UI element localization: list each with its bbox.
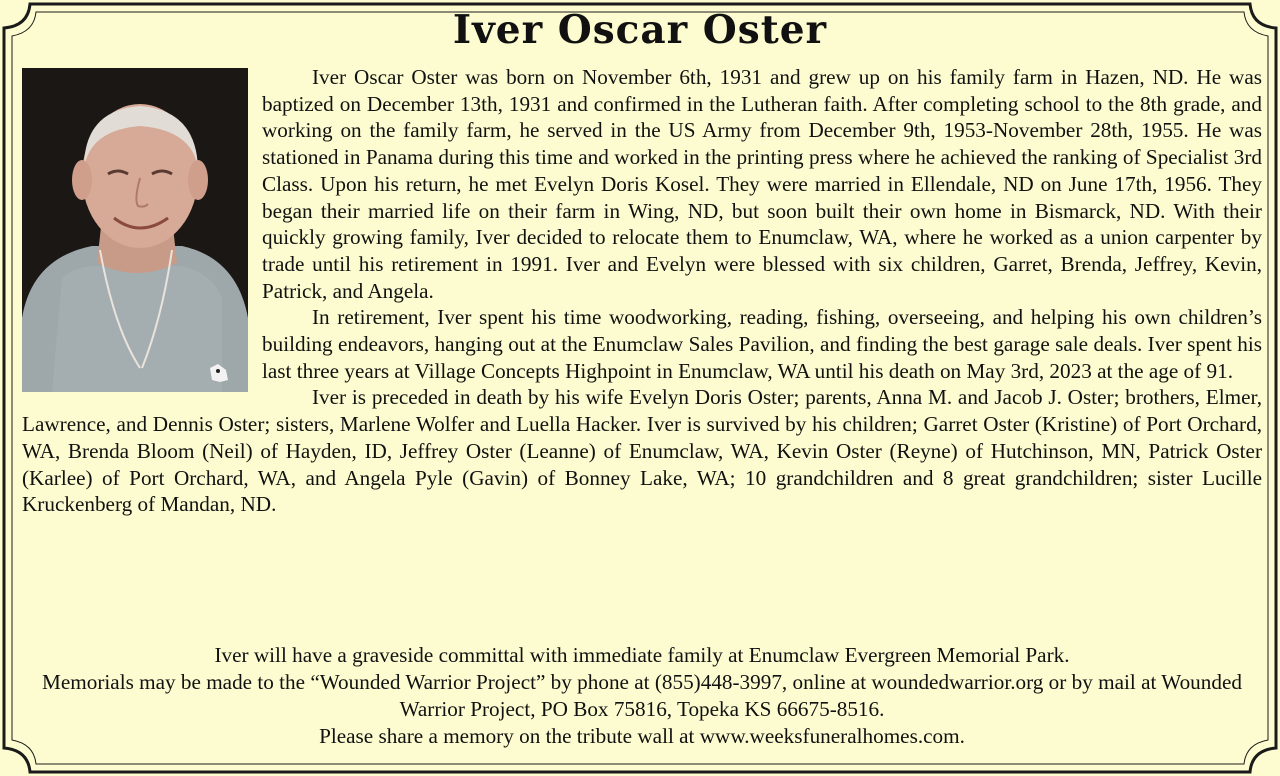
obituary-title: Iver Oscar Oster bbox=[452, 7, 828, 53]
service-notices bbox=[22, 642, 1262, 750]
graveside-notice: Iver will have a graveside committal with immediate family at Enumclaw Evergreen Memorial Park. bbox=[214, 643, 1070, 667]
paragraph-retirement: In retirement, Iver spent his time woodworking, reading, fishing, overseeing, and helping his own children’s building endeavors, hanging out at the Enumclaw Sales Pavilion, and finding the best garage sale deals. Iver spent his last three years at Village Concepts Highpoint in Enumclaw, WA until his death on May 3rd, 2023 at the age of 91. bbox=[262, 305, 1262, 383]
paragraph-biography: Iver Oscar Oster was born on November 6th, 1931 and grew up on his family farm in Hazen, ND. He was baptized on December 13th, 1931 and confirmed in the Lutheran faith. After completing school to the 8th grade, and working on the family farm, he served in the US Army from December 9th, 1953-November 28th, 1955. He was stationed in Panama during this time and worked in the printing press where he achieved the ranking of Specialist 3rd Class. Upon his return, he met Evelyn Doris Kosel. They were married in Ellendale, ND on June 17th, 1956. They began their married life on their farm in Wing, ND, but soon built their own home in Bismarck, ND. With their quickly growing family, Iver decided to relocate them to Enumclaw, WA, where he worked as a union carpenter by trade until his retirement in 1991. Iver and Evelyn were blessed with six children, Garret, Brenda, Jeffrey, Kevin, Patrick, and Angela. bbox=[262, 65, 1262, 303]
tribute-wall-notice: Please share a memory on the tribute wall at www.weeksfuneralhomes.com. bbox=[319, 724, 965, 748]
obituary-body bbox=[22, 64, 1262, 518]
memorials-notice: Memorials may be made to the “Wounded Warrior Project” by phone at (855)448-3997, online at woundedwarrior.org or by mail at Wounded Warrior Project, PO Box 75816, Topeka KS 66675-8516. bbox=[42, 670, 1242, 721]
paragraph-family: Iver is preceded in death by his wife Evelyn Doris Oster; parents, Anna M. and Jacob J. Oster; brothers, Elmer, Lawrence, and Dennis Oster; sisters, Marlene Wolfer and Luella Hacker. Iver is survived by his children; Garret Oster (Kristine) of Port Orchard, WA, Brenda Bloom (Neil) of Hayden, ID, Jeffrey Oster (Leanne) of Enumclaw, WA, Kevin Oster (Reyne) of Hutchinson, MN, Patrick Oster (Karlee) of Port Orchard, WA, and Angela Pyle (Gavin) of Bonney Lake, WA; 10 grandchildren and 8 great grandchildren; sister Lucille Kruckenberg of Mandan, ND. bbox=[22, 385, 1262, 517]
photo-spacer bbox=[22, 64, 262, 410]
